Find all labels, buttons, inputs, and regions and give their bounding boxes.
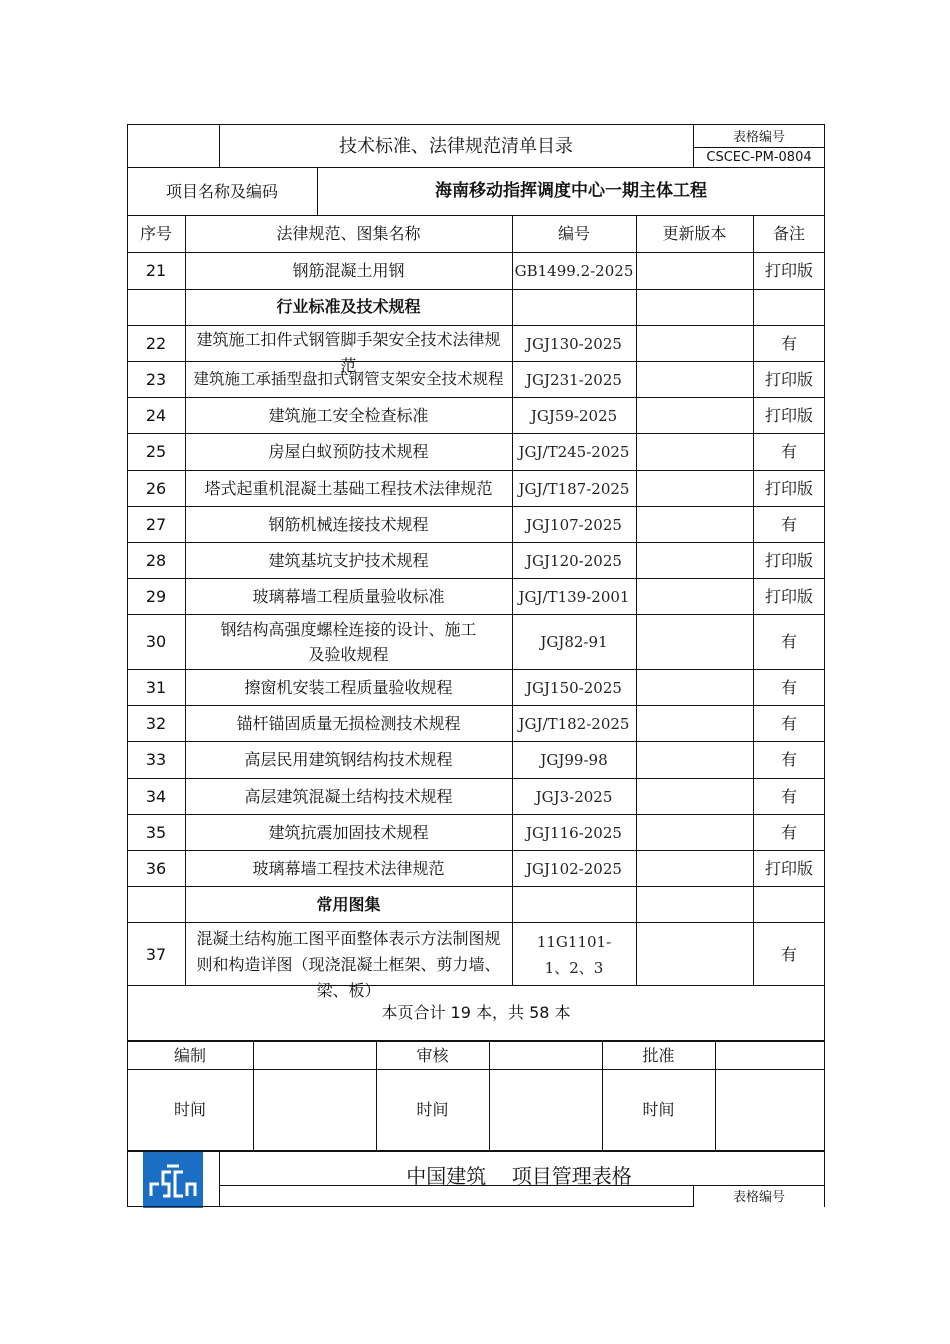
row-name: 建筑施工安全检查标准 bbox=[268, 406, 429, 425]
row-code: JGJ116-2025 bbox=[526, 823, 622, 842]
row-version bbox=[636, 362, 753, 398]
row-remark: 有 bbox=[780, 442, 797, 461]
row-name: 房屋白蚁预防技术规程 bbox=[268, 442, 429, 461]
row-version bbox=[636, 923, 753, 986]
row-code: JGJ102-2025 bbox=[526, 859, 622, 878]
row-version bbox=[636, 507, 753, 543]
row-code: JGJ120-2025 bbox=[526, 551, 622, 570]
row-no: 23 bbox=[145, 370, 167, 389]
row-remark: 有 bbox=[780, 823, 797, 842]
row-version bbox=[636, 670, 753, 706]
page-summary: 本页合计 19 本，共 58 本 bbox=[381, 1003, 571, 1022]
row-remark: 有 bbox=[780, 714, 797, 733]
row-name: 锚杆锚固质量无损检测技术规程 bbox=[236, 714, 461, 733]
row-version bbox=[636, 471, 753, 507]
row-version bbox=[636, 851, 753, 887]
row-remark: 有 bbox=[780, 334, 797, 353]
row-no: 21 bbox=[145, 261, 167, 280]
row-name: 擦窗机安装工程质量验收规程 bbox=[244, 678, 453, 697]
time-label-3: 时间 bbox=[642, 1100, 675, 1119]
row-name: 高层民用建筑钢结构技术规程 bbox=[244, 750, 453, 769]
row-no: 27 bbox=[145, 515, 167, 534]
form-number: CSCEC-PM-0804 bbox=[706, 150, 812, 166]
row-version bbox=[636, 706, 753, 742]
form-sheet bbox=[127, 124, 825, 1207]
row-version bbox=[636, 398, 753, 434]
row-remark: 打印版 bbox=[764, 479, 813, 498]
row-remark: 打印版 bbox=[764, 370, 813, 389]
row-version bbox=[636, 615, 753, 669]
row-name: 钢结构高强度螺栓连接的设计、施工及验收规程 bbox=[220, 620, 477, 664]
compile-label: 编制 bbox=[173, 1046, 206, 1065]
row-no: 29 bbox=[145, 587, 167, 606]
row-name: 塔式起重机混凝土基础工程技术法律规范 bbox=[204, 479, 493, 498]
row-no: 31 bbox=[145, 678, 167, 697]
row-name: 高层建筑混凝土结构技术规程 bbox=[244, 787, 453, 806]
row-no: 32 bbox=[145, 714, 167, 733]
row-code: JGJ/T187-2025 bbox=[518, 479, 630, 498]
row-version bbox=[636, 326, 753, 362]
row-no: 35 bbox=[145, 823, 167, 842]
row-name: 玻璃幕墙工程质量验收标准 bbox=[252, 587, 445, 606]
row-code: JGJ/T139-2001 bbox=[518, 587, 630, 606]
section-title: 常用图集 bbox=[316, 895, 381, 914]
row-version bbox=[636, 815, 753, 851]
row-code: JGJ150-2025 bbox=[526, 678, 622, 697]
form-number-label: 表格编号 bbox=[732, 130, 785, 146]
col-header-name: 法律规范、图集名称 bbox=[276, 224, 421, 243]
row-code: JGJ82-91 bbox=[540, 632, 608, 651]
row-code: GB1499.2-2025 bbox=[514, 261, 634, 280]
row-no: 33 bbox=[145, 750, 167, 769]
section-title: 行业标准及技术规程 bbox=[276, 297, 421, 316]
row-remark: 有 bbox=[780, 515, 797, 534]
row-version bbox=[636, 779, 753, 815]
form-title: 技术标准、法律规范清单目录 bbox=[339, 135, 573, 157]
footer-title: 中国建筑 项目管理表格 bbox=[406, 1164, 632, 1188]
row-no: 36 bbox=[145, 859, 167, 878]
row-no: 25 bbox=[145, 442, 167, 461]
col-header-version: 更新版本 bbox=[662, 224, 727, 243]
time-label-1: 时间 bbox=[173, 1100, 206, 1119]
project-label: 项目名称及编码 bbox=[165, 182, 278, 201]
row-remark: 打印版 bbox=[764, 859, 813, 878]
row-name: 钢筋混凝土用钢 bbox=[292, 261, 405, 280]
review-label: 审核 bbox=[416, 1046, 449, 1065]
row-version bbox=[636, 434, 753, 470]
time-label-2: 时间 bbox=[416, 1100, 449, 1119]
row-code: JGJ231-2025 bbox=[526, 370, 622, 389]
row-code: JGJ107-2025 bbox=[526, 515, 622, 534]
col-header-code: 编号 bbox=[557, 224, 590, 243]
row-no: 28 bbox=[145, 551, 167, 570]
row-remark: 打印版 bbox=[764, 551, 813, 570]
row-remark: 有 bbox=[780, 678, 797, 697]
row-remark: 有 bbox=[780, 632, 797, 651]
row-name: 混凝土结构施工图平面整体表示方法制图规则和构造详图（现浇混凝土框架、剪力墙、梁、板） bbox=[196, 929, 501, 1000]
row-code: JGJ130-2025 bbox=[526, 334, 622, 353]
row-name: 建筑基坑支护技术规程 bbox=[268, 551, 429, 570]
row-no: 34 bbox=[145, 787, 167, 806]
row-version bbox=[636, 742, 753, 778]
row-name: 玻璃幕墙工程技术法律规范 bbox=[252, 859, 445, 878]
row-name: 建筑施工承插型盘扣式钢管支架安全技术规程 bbox=[193, 370, 504, 389]
row-code: 11G1101-1、2、3 bbox=[536, 932, 612, 977]
row-remark: 有 bbox=[780, 787, 797, 806]
row-code: JGJ3-2025 bbox=[535, 787, 613, 806]
approve-label: 批准 bbox=[642, 1046, 675, 1065]
row-name: 建筑抗震加固技术规程 bbox=[268, 823, 429, 842]
footer-form-number-label: 表格编号 bbox=[732, 1189, 785, 1205]
cscec-logo bbox=[143, 1150, 203, 1208]
col-header-remark: 备注 bbox=[772, 224, 805, 243]
row-remark: 打印版 bbox=[764, 587, 813, 606]
row-no: 22 bbox=[145, 334, 167, 353]
row-name: 建筑施工扣件式钢管脚手架安全技术法律规范 bbox=[196, 330, 501, 375]
row-no: 24 bbox=[145, 406, 167, 425]
row-code: JGJ/T245-2025 bbox=[518, 442, 630, 461]
row-remark: 打印版 bbox=[764, 261, 813, 280]
row-name: 钢筋机械连接技术规程 bbox=[268, 515, 429, 534]
project-name: 海南移动指挥调度中心一期主体工程 bbox=[435, 181, 707, 202]
row-version bbox=[636, 253, 753, 289]
row-code: JGJ59-2025 bbox=[530, 406, 618, 425]
col-header-no: 序号 bbox=[139, 224, 172, 243]
row-no: 37 bbox=[145, 944, 167, 964]
row-code: JGJ99-98 bbox=[540, 750, 608, 769]
row-remark: 有 bbox=[780, 750, 797, 769]
cscec-logo-mark bbox=[143, 1150, 203, 1208]
row-no: 30 bbox=[145, 632, 167, 651]
row-remark: 有 bbox=[780, 944, 797, 964]
row-version bbox=[636, 579, 753, 615]
row-no: 26 bbox=[145, 479, 167, 498]
row-code: JGJ/T182-2025 bbox=[518, 714, 630, 733]
row-version bbox=[636, 543, 753, 579]
row-remark: 打印版 bbox=[764, 406, 813, 425]
